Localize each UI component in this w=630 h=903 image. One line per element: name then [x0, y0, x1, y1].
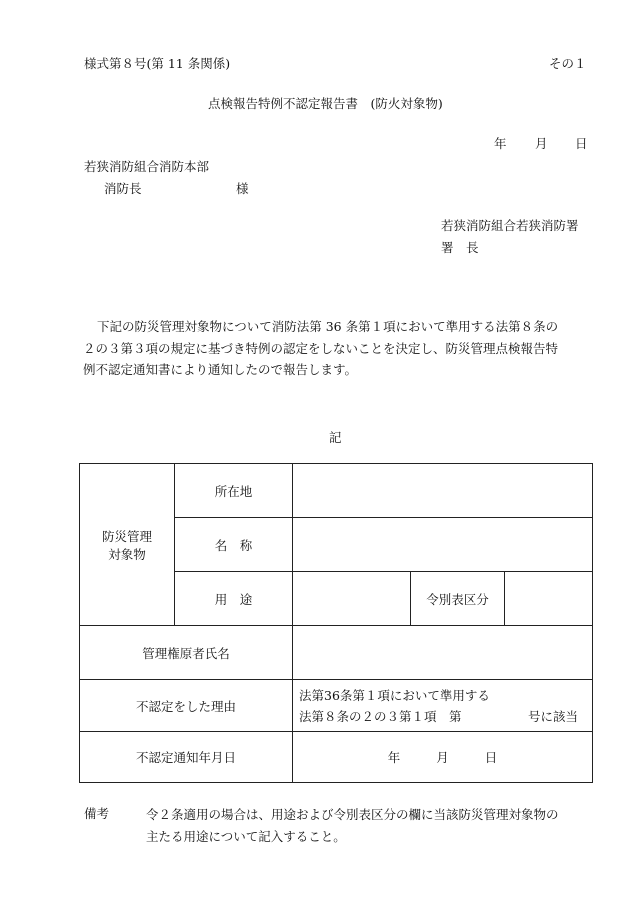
ki-heading: 記 [329, 430, 342, 445]
owner-label: 管理権原者氏名 [80, 626, 293, 680]
name-label: 名 称 [175, 518, 293, 572]
reason-line-2-a: 法第８条の２の３第１項 第 [299, 708, 462, 724]
date-day: 日 [575, 136, 588, 151]
category-label: 令別表区分 [411, 572, 505, 626]
notice-month: 月 [436, 750, 449, 765]
notice-date-field[interactable] [293, 732, 593, 783]
reason-label: 不認定をした理由 [80, 680, 293, 732]
owner-value-field[interactable] [293, 626, 593, 680]
date-year: 年 [494, 136, 507, 151]
group-label-2: 対象物 [108, 546, 146, 562]
row-reason [80, 680, 593, 732]
notice-year: 年 [387, 750, 401, 765]
name-value-field[interactable] [293, 518, 593, 572]
reason-line-2 [299, 706, 586, 727]
notice-day: 日 [484, 750, 498, 765]
location-value-field[interactable] [293, 464, 593, 518]
body-paragraph [83, 316, 589, 381]
notice-date-label: 不認定通知年月日 [80, 732, 293, 783]
group-label-1: 防災管理 [101, 528, 152, 544]
notice-date-parts [299, 748, 586, 766]
report-table [79, 463, 593, 783]
recipient-honorific: 様 [236, 181, 249, 196]
remarks-heading: 備考 [84, 806, 110, 821]
reason-line-2-b: 号に該当 [528, 708, 579, 724]
sender-role: 署 長 [441, 240, 479, 255]
reason-value-field[interactable] [293, 680, 593, 732]
recipient-org: 若狭消防組合消防本部 [84, 159, 210, 174]
row-owner [80, 626, 593, 680]
use-value-field[interactable] [293, 572, 411, 626]
remarks-line-1: 令２条適用の場合は、用途および令別表区分の欄に当該防災管理対象物の [146, 807, 559, 822]
row-notice-date [80, 732, 593, 783]
reason-line-1: 法第36条第１項において準用する [299, 687, 490, 703]
group-label-cell [80, 464, 175, 626]
date-month: 月 [535, 136, 548, 151]
category-value-field[interactable] [505, 572, 593, 626]
body-line-2: ２の３第３項の規定に基づき特例の認定をしないことを決定し、防災管理点検報告特 [83, 340, 559, 356]
sender-office: 若狭消防組合若狭消防署 [441, 218, 579, 233]
recipient-role: 消防長 [104, 181, 142, 196]
location-label: 所在地 [175, 464, 293, 518]
use-label: 用 途 [175, 572, 293, 626]
remarks-line-2: 主たる用途について記入すること。 [146, 829, 346, 844]
body-line-1: 下記の防災管理対象物について消防法第 36 条第１項において準用する法第８条の [97, 319, 559, 334]
row-location [80, 464, 593, 518]
document-title: 点検報告特例不認定報告書 (防火対象物) [208, 96, 443, 111]
page-label: その１ [549, 56, 587, 71]
body-line-3: 例不認定通知書により通知したので報告します。 [83, 362, 358, 377]
form-number: 様式第８号(第 11 条関係) [84, 56, 231, 71]
remarks-body [146, 804, 592, 848]
